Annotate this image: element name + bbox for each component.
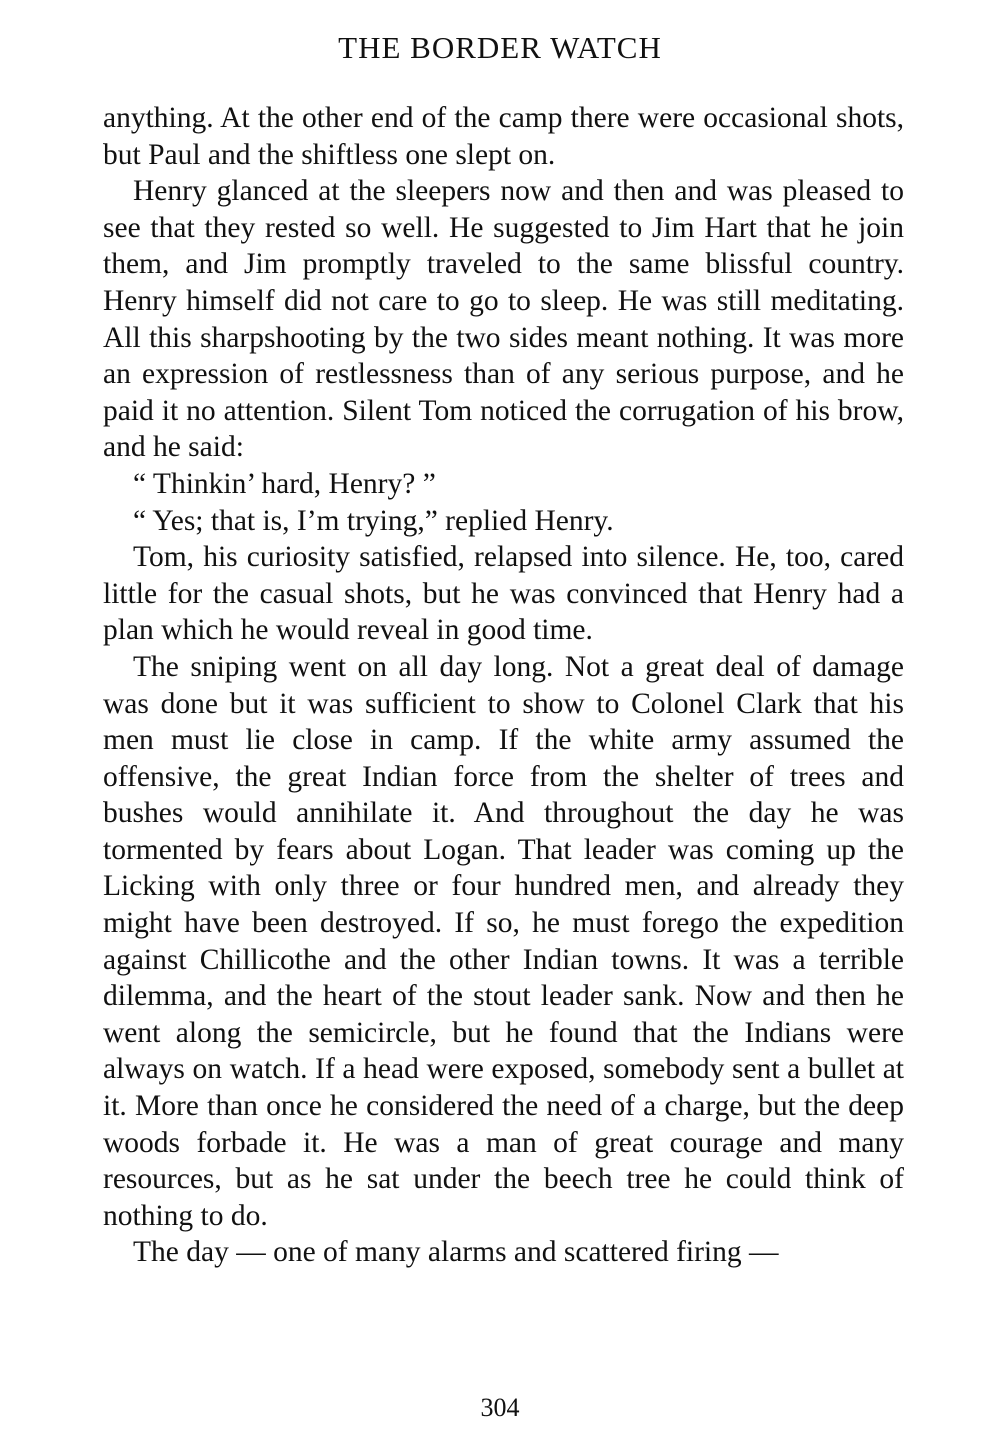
paragraph: Henry glanced at the sleepers now and then and was pleased to see that they rested so well. He suggested to Jim Hart that he join them, and Jim promptly traveled to the same blissful country. Henry himself did not care to go to sleep. He was still meditating. All this sharpshooting by the two sides meant nothing. It was more an expression of restlessness than of any serious purpose, and he paid it no attention. Silent Tom noticed the corrugation of his brow, and he said:: [103, 175, 904, 464]
paragraph: The sniping went on all day long. Not a great deal of damage was done but it was sufficient to show to Colonel Clark that his men must lie close in camp. If the white army assumed the offensive, the great Indian force from the shelter of trees and bushes would annihilate it. And throughout the day he was tormented by fears about Logan. That leader was coming up the Licking with only three or four hundred men, and already they might have been destroyed. If so, he must forego the expedition against Chillicothe and the other Indian towns. It was a terrible dilemma, and the heart of the stout leader sank. Now and then he went along the semicircle, but he found that the Indians were always on watch. If a head were exposed, somebody sent a bullet at it. More than once he considered the need of a charge, but the deep woods forbade it. He was a man of great courage and many resources, but as he sat under the beech tree he could think of nothing to do.: [103, 650, 904, 1232]
dialogue-line: “ Thinkin’ hard, Henry? ”: [133, 467, 436, 500]
running-head: THE BORDER WATCH: [338, 30, 662, 65]
paragraph: The day — one of many alarms and scattered firing —: [133, 1236, 779, 1269]
body-text: [103, 100, 904, 1271]
paragraph: Tom, his curiosity satisfied, relapsed into silence. He, too, cared little for the casual shots, but he was convinced that Henry had a plan which he would reveal in good time.: [103, 541, 904, 647]
page-number: 304: [480, 1393, 520, 1422]
paragraph-continuation: anything. At the other end of the camp there were occasional shots, but Paul and the shiftless one slept on.: [103, 102, 904, 171]
dialogue-line: “ Yes; that is, I’m trying,” replied Henry.: [133, 504, 614, 537]
